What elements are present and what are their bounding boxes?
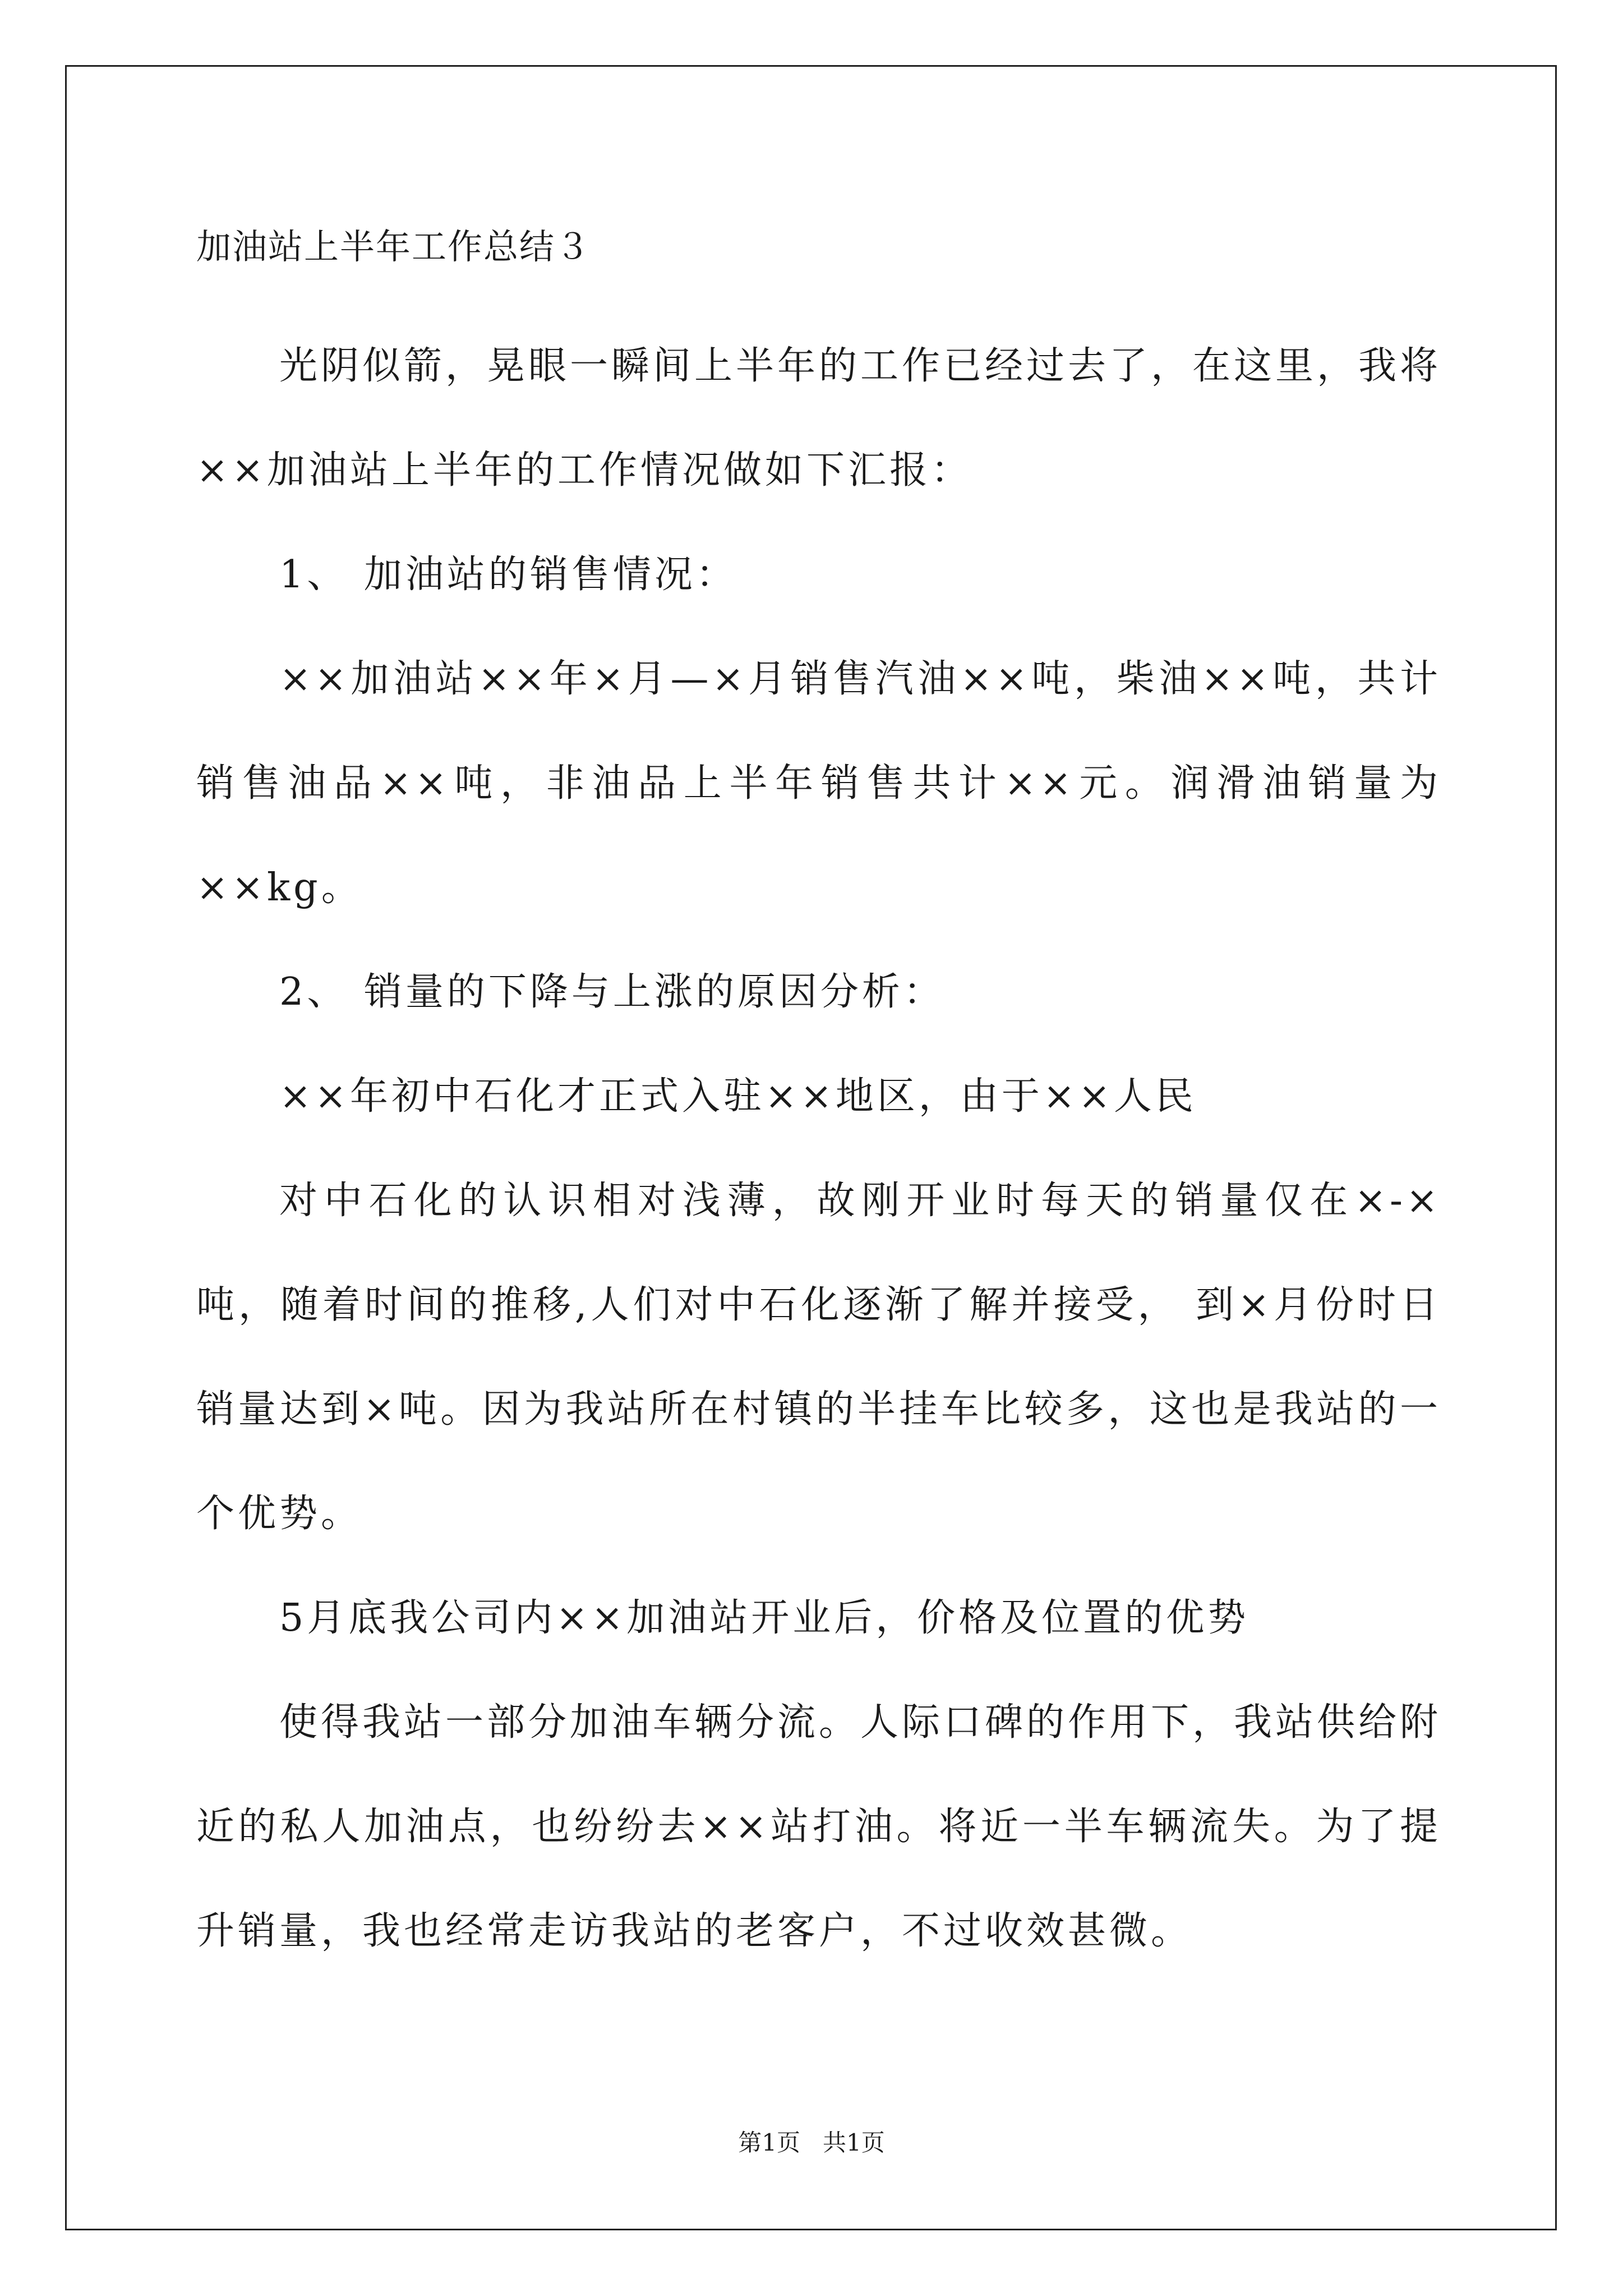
paragraph-sinopec-entry: ××年初中石化才正式入驻××地区，由于××人民 xyxy=(279,1074,1197,1119)
paragraph-sales-growth: 对中石化的认识相对浅薄，故刚开业时每天的销量仅在×-×吨，随着时间的推移,人们对中石化逐渐了解并接受， 到×月份时日销量达到×吨。因为我站所在村镇的半挂车比较多，这也是我站的一个优势。 xyxy=(196,1179,1441,1536)
document-title: 加油站上半年工作总结３ xyxy=(196,226,592,267)
paragraph-competitor-opening: 5月底我公司内××加油站开业后，价格及位置的优势 xyxy=(279,1596,1249,1640)
section-heading-analysis: 2、 销量的下降与上涨的原因分析： xyxy=(279,970,945,1014)
paragraph-intro: 光阴似箭，晃眼一瞬间上半年的工作已经过去了，在这里，我将××加油站上半年的工作情况做如下汇报： xyxy=(196,344,1442,493)
paragraph-customer-loss: 使得我站一部分加油车辆分流。人际口碑的作用下，我站供给附近的私人加油点，也纷纷去××站打油。将近一半车辆流失。为了提升销量，我也经常走访我站的老客户，不过收效甚微。 xyxy=(196,1700,1442,1953)
page-footer: 第1页 共1页 xyxy=(738,2129,885,2156)
paragraph-sales-figures: ××加油站××年×月—×月销售汽油××吨，柴油××吨，共计销售油品××吨，非油品上半年销售共计××元。润滑油销量为××kg。 xyxy=(196,657,1441,910)
section-heading-sales: 1、 加油站的销售情况： xyxy=(279,553,737,597)
